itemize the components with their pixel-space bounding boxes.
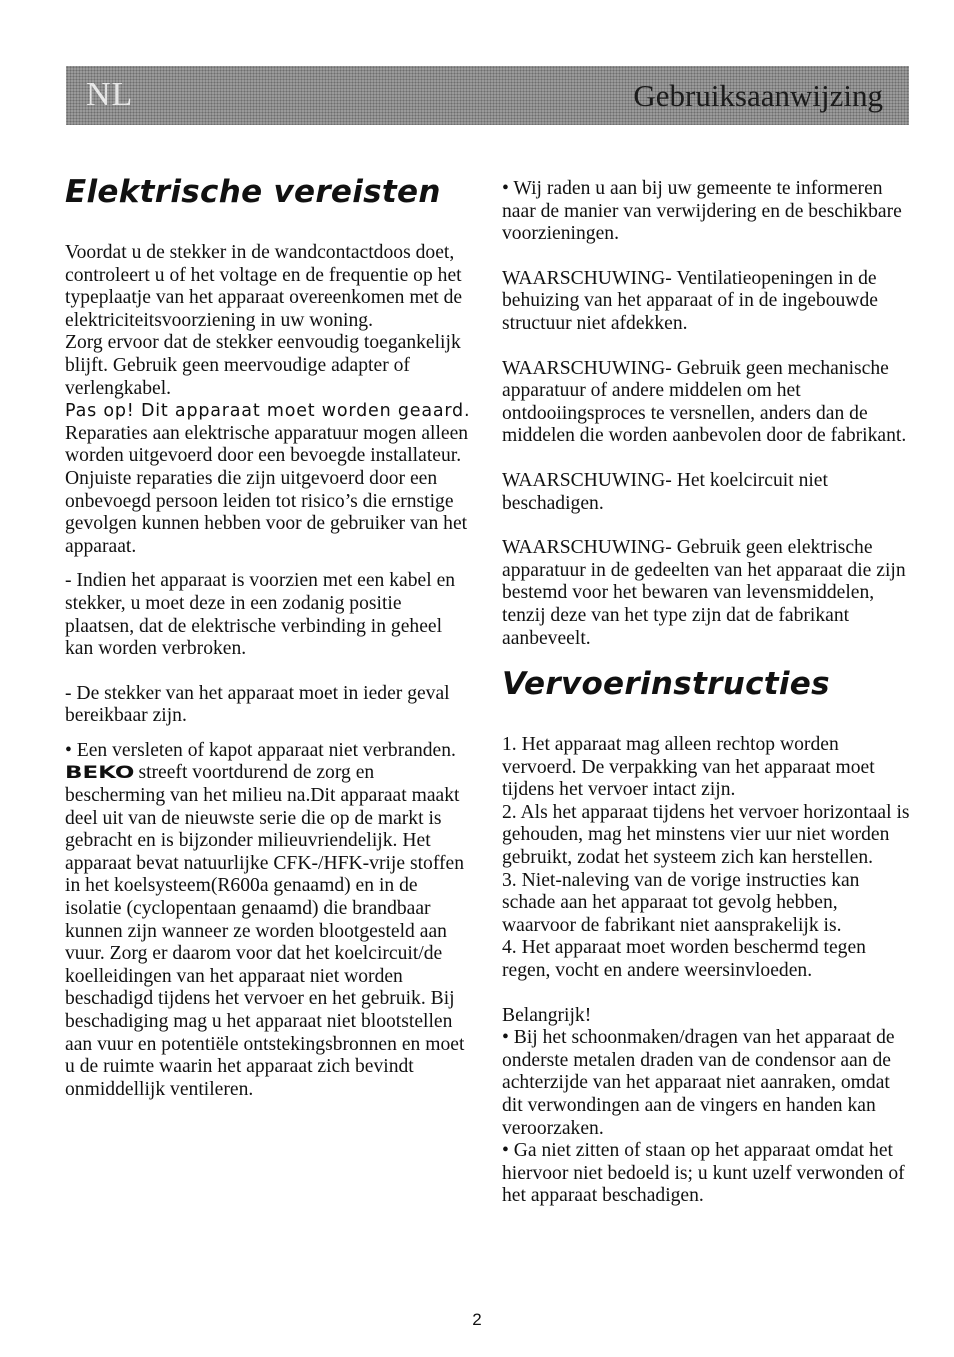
environment-text-start: • Een versleten of kapot apparaat niet verbranden. [65, 739, 456, 761]
warning-electrical-appliances: WAARSCHUWING- Gebruik geen elektrische apparatuur in de gedeelten van het apparaat die zijn bestemd voor het bewaren van levensmiddelen, tenzij deze van het type zijn dat de fabrikant aanbeveelt. [502, 537, 906, 649]
important-bullet-sitting: • Ga niet zitten of staan op het apparaat omdat het hiervoor niet bedoeld is; u kunt uzelf verwonden of het apparaat beschadigen. [502, 1140, 905, 1207]
important-bullet-condenser: • Bij het schoonmaken/dragen van het apparaat de onderste metalen draden van de condensor aan de achterzijde van het apparaat niet aanraken, omdat dit verwondingen aan de vingers en handen kan veroorzaken. [502, 1027, 895, 1139]
paragraph-environment [65, 740, 475, 1102]
warning-cooling-circuit: WAARSCHUWING- Het koelcircuit niet beschadigen. [502, 469, 828, 514]
section-heading-transport: Vervoerinstructies [502, 666, 830, 703]
paragraph-repairs: Reparaties aan elektrische apparatuur mogen alleen worden uitgevoerd door een bevoegde installateur. Onjuiste reparaties die zijn uitgevoerd door een onbevoegd persoon leiden tot risico’s die ernstige gevolgen kunnen hebben voor de gebruiker van het apparaat. [65, 422, 469, 557]
paragraph-plug-access: Zorg ervoor dat de stekker eenvoudig toegankelijk blijft. Gebruik geen meervoudige adapter of verlengkabel. [65, 332, 461, 399]
paragraph-cable-position: - Indien het apparaat is voorzien met een kabel en stekker, u moet deze in een zodanig positie plaatsen, dat de elektrische verbinding in geheel kan worden verbroken. [65, 570, 456, 660]
transport-item-1: 1. Het apparaat mag alleen rechtop worden vervoerd. De verpakking van het apparaat moet tijdens het vervoer intact zijn. [502, 734, 875, 801]
paragraph-plug-reachable: - De stekker van het apparaat moet in ieder geval bereikbaar zijn. [65, 682, 450, 727]
page-number: 2 [472, 1310, 482, 1329]
transport-item-3: 3. Niet-naleving van de vorige instructies kan schade aan het apparaat tot gevolg hebben, waarvoor de fabrikant niet aansprakelijk is. [502, 869, 860, 936]
section-heading-electrical: Elektrische vereisten [65, 174, 441, 210]
transport-item-4: 4. Het apparaat moet worden beschermd tegen regen, vocht en andere weersinvloeden. [502, 937, 866, 982]
paragraph-voltage-check: Voordat u de stekker in de wandcontactdoos doet, controleert u of het voltage en de frequentie op het typeplaatje van het apparaat overeenkomen met de elektriciteitsvoorziening in uw woning. [65, 242, 463, 331]
paragraph-grounding-warning: Pas op! Dit apparaat moet worden geaard. [65, 401, 471, 422]
left-column [65, 172, 475, 1101]
warning-ventilation: WAARSCHUWING- Ventilatieopeningen in de behuizing van het apparaat of in de ingebouwde structuur niet afdekken. [502, 267, 878, 334]
header-banner [66, 66, 909, 125]
paragraph-disposal-info: • Wij raden u aan bij uw gemeente te informeren naar de manier van verwijdering en de beschikbare voorzieningen. [502, 178, 902, 245]
beko-logo: BEKO [65, 763, 135, 784]
environment-text-rest: streeft voortdurend de zorg en bescherming van het milieu na.Dit apparaat maakt deel uit van de nieuwste serie die op de markt is gebracht en is bijzonder milieuvriendelijk. Het apparaat bevat natuurlijke CFK-/HFK-vrije stoffen in het koelsysteem(R600a genaamd) en in de isolatie (cyclopentaan genaamd) die brandbaar kunnen zijn wanneer ze worden blootgesteld aan vuur. Zorg er daarom voor dat het koelcircuit/de koelleidingen van het apparaat niet worden beschadigd tijdens het vervoer en het gebruik. Bij beschadiging mag u het apparaat niet blootstellen aan vuur en potentiële ontstekingsbronnen en moet u de ruimte waarin het apparaat zich bevindt onmiddellijk ventileren. [65, 762, 465, 1100]
transport-item-2: 2. Als het apparaat tijdens het vervoer horizontaal is gehouden, mag het minstens vier uur niet worden gebruikt, zodat het systeem zich kan herstellen. [502, 801, 910, 869]
warning-defrost: WAARSCHUWING- Gebruik geen mechanische apparatuur of andere middelen om het ontdooiingsproces te versnellen, anders dan de middelen die worden aanbevolen door de fabrikant. [502, 357, 907, 447]
right-column [502, 178, 914, 1208]
language-code: NL [86, 76, 134, 113]
important-label: Belangrijk! [502, 1004, 592, 1026]
manual-title: Gebruiksaanwijzing [633, 78, 883, 113]
